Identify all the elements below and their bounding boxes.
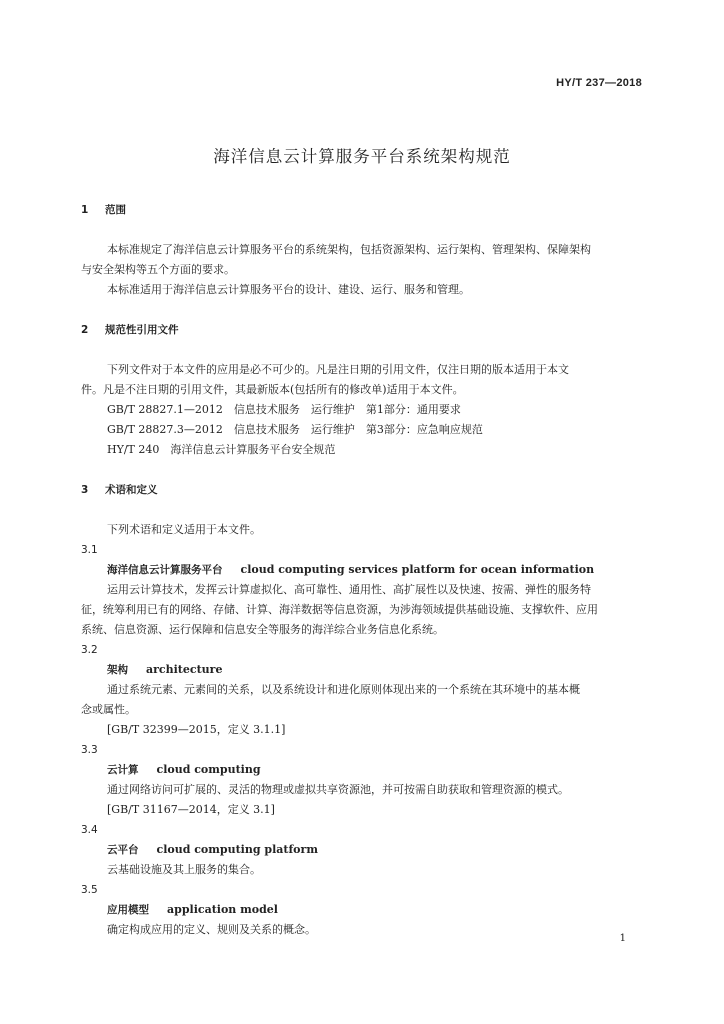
section-3-heading xyxy=(81,480,643,500)
paragraph-line: 下列术语和定义适用于本文件。 xyxy=(107,523,261,536)
reference-item: HY/T 240 海洋信息云计算服务平台安全规范 xyxy=(107,443,336,456)
term-heading xyxy=(81,660,643,680)
paragraph-line: 件。凡是不注日期的引用文件，其最新版本(包括所有的修改单)适用于本文件。 xyxy=(81,383,464,396)
term-number: 3.1 xyxy=(81,544,98,556)
term-zh: 海洋信息云计算服务平台 xyxy=(107,564,223,576)
section-title: 术语和定义 xyxy=(105,484,158,496)
document-title: 海洋信息云计算服务平台系统架构规范 xyxy=(213,147,511,166)
definition-line: 通过网络访问可扩展的、灵活的物理或虚拟共享资源池，并可按需自助获取和管理资源的模式。 xyxy=(107,783,569,796)
definition-line: 确定构成应用的定义、规则及关系的概念。 xyxy=(107,923,316,936)
paragraph-line: 与安全架构等五个方面的要求。 xyxy=(81,263,235,276)
paragraph-line: 本标准规定了海洋信息云计算服务平台的系统架构，包括资源架构、运行架构、管理架构、保障架构 xyxy=(107,243,591,256)
section-number: 2 xyxy=(81,324,89,336)
term-heading xyxy=(81,900,643,920)
definition-line: 运用云计算技术，发挥云计算虚拟化、高可靠性、通用性、高扩展性以及快速、按需、弹性的服务特 xyxy=(107,583,591,596)
term-heading xyxy=(81,560,643,580)
page-number: 1 xyxy=(619,933,626,944)
document-body xyxy=(81,200,643,940)
term-zh: 应用模型 xyxy=(107,904,149,916)
term-number: 3.4 xyxy=(81,824,98,836)
section-title: 范围 xyxy=(105,204,126,216)
section-number: 3 xyxy=(81,484,89,496)
term-en: cloud computing xyxy=(156,763,261,776)
section-number: 1 xyxy=(81,204,89,216)
term-number: 3.2 xyxy=(81,644,98,656)
term-zh: 架构 xyxy=(107,664,128,676)
paragraph-line: 本标准适用于海洋信息云计算服务平台的设计、建设、运行、服务和管理。 xyxy=(107,283,470,296)
definition-line: 系统、信息资源、运行保障和信息安全等服务的海洋综合业务信息化系统。 xyxy=(81,623,444,636)
section-2-heading xyxy=(81,320,643,340)
section-1-heading xyxy=(81,200,643,220)
definition-line: 通过系统元素、元素间的关系，以及系统设计和进化原则体现出来的一个系统在其环境中的基本概 xyxy=(107,683,580,696)
term-zh: 云计算 xyxy=(107,764,139,776)
term-en: application model xyxy=(167,903,278,916)
standard-code: HY/T 237—2018 xyxy=(556,77,642,89)
term-heading xyxy=(81,840,643,860)
definition-line: 念或属性。 xyxy=(81,703,136,716)
definition-line: 云基础设施及其上服务的集合。 xyxy=(107,863,261,876)
term-number: 3.3 xyxy=(81,744,98,756)
term-en: architecture xyxy=(146,663,223,676)
reference-item: GB/T 28827.3—2012 信息技术服务 运行维护 第3部分：应急响应规范 xyxy=(107,423,483,436)
term-en: cloud computing platform xyxy=(156,843,318,856)
paragraph-line: 下列文件对于本文件的应用是必不可少的。凡是注日期的引用文件，仅注日期的版本适用于本文 xyxy=(107,363,569,376)
term-zh: 云平台 xyxy=(107,844,139,856)
term-heading xyxy=(81,760,643,780)
definition-source: [GB/T 31167—2014，定义 3.1] xyxy=(107,803,275,816)
section-title: 规范性引用文件 xyxy=(105,324,179,336)
definition-line: 征，统筹利用已有的网络、存储、计算、海洋数据等信息资源，为涉海领域提供基础设施、支撑软件、应用 xyxy=(81,603,598,616)
term-number: 3.5 xyxy=(81,884,98,896)
definition-source: [GB/T 32399—2015，定义 3.1.1] xyxy=(107,723,286,736)
term-en: cloud computing services platform for ocean information xyxy=(240,563,595,576)
reference-item: GB/T 28827.1—2012 信息技术服务 运行维护 第1部分：通用要求 xyxy=(107,403,461,416)
